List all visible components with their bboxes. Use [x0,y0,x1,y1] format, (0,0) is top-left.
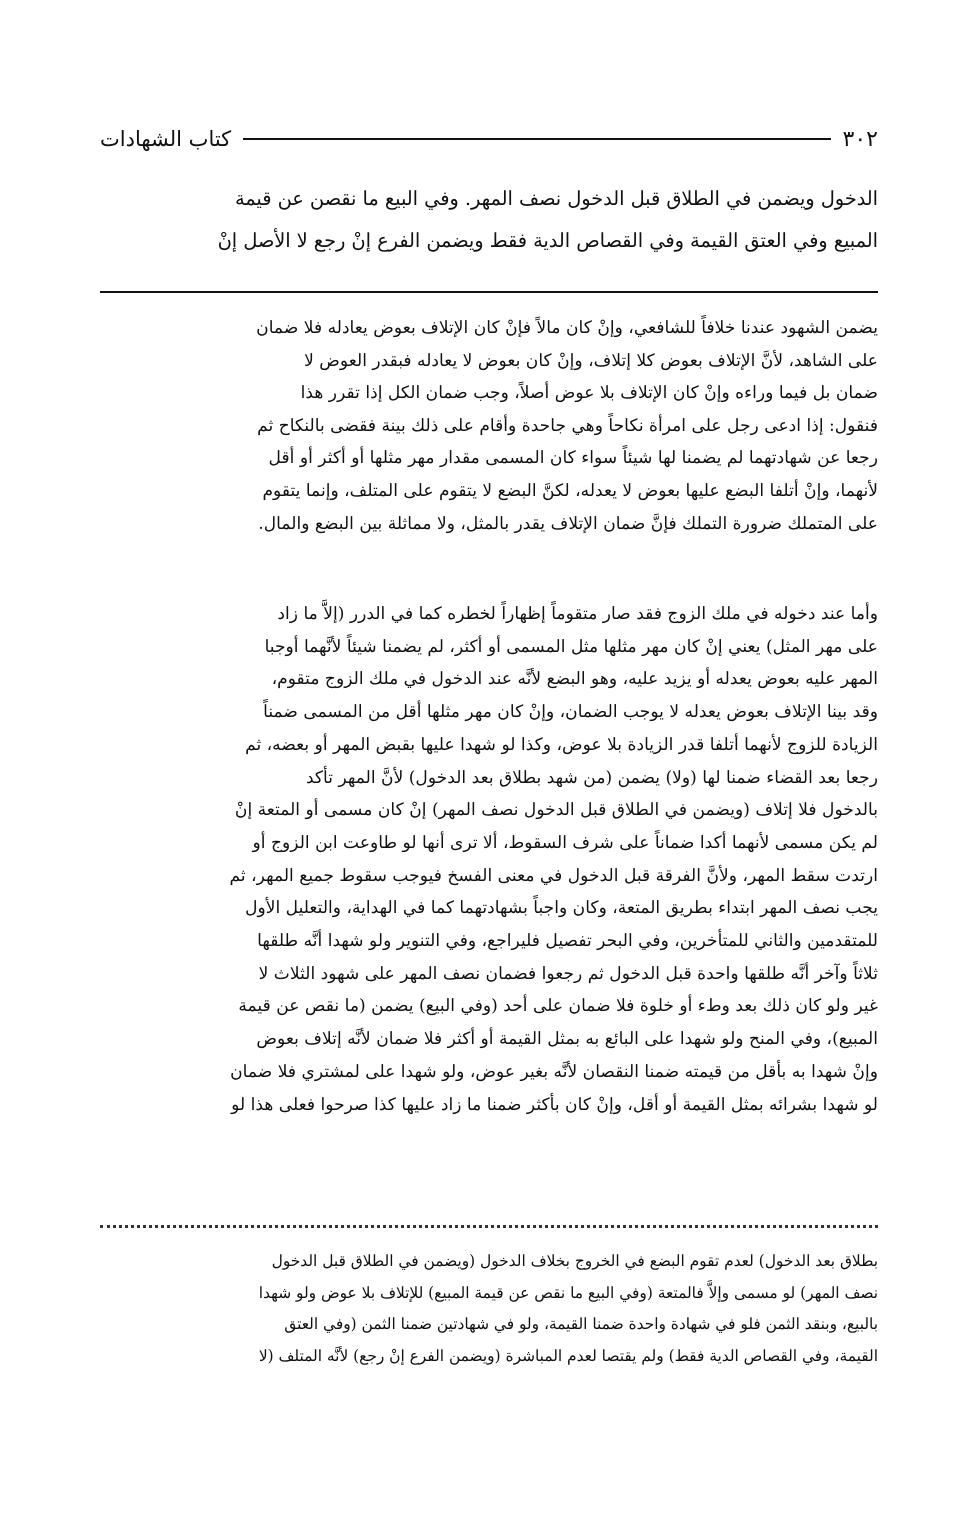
text-line: لأنهما، وإنْ أتلفا البضع عليها بعوض لا يعدله، لكنَّ البضع لا يتقوم على المتلف، وإنما يتقوم [262,480,878,501]
page-number: ٣٠٢ [842,126,878,152]
header-rule [243,138,830,140]
matn-divider [100,291,878,293]
text-line: يضمن الشهود عندنا خلافاً للشافعي، وإنْ كان مالاً فإنْ كان الإتلاف بعوض يعادله فلا ضمان [256,318,878,338]
commentary-paragraph-2 [100,598,878,1121]
text-line: وأما عند دخوله في ملك الزوج فقد صار متقوماً إظهاراً لخطره كما في الدرر (إلاَّ ما زاد [277,604,878,624]
text-line: المبيع وفي العتق القيمة وفي القصاص الدية فقط ويضمن الفرع إنْ رجع لا الأصل إنْ [217,229,878,252]
commentary-paragraph-1 [100,312,878,540]
footnote-dotted-divider [100,1225,878,1228]
running-header [100,122,878,156]
text-line: لم يكن مسمى لأنهما أكدا ضماناً على شرف السقوط، ألا ترى أنها لو طاوعت ابن الزوج أو [252,832,878,853]
text-line: وقد بينا الإتلاف بعوض يعدله لا يوجب الضمان، وإنْ كان مهر مثلها أقل من المسمى ضمناً [263,702,878,723]
text-line: الدخول ويضمن في الطلاق قبل الدخول نصف المهر. وفي البيع ما نقصن عن قيمة [234,187,878,210]
text-line: على مهر المثل) يعني إنْ كان مهر مثلها مثل المسمى أو أكثر، لم يضمنا شيئاً لأنَّهما أوجبا [264,636,878,657]
text-line: لو شهدا بشرائه بمثل القيمة أو أقل، وإنْ كان بأكثر ضمنا ما زاد عليها كذا صرحوا فعلى هذا لو [231,1094,878,1115]
text-line: للمتقدمين والثاني للمتأخرين، وفي البحر تفصيل فليراجع، وفي التنوير ولو شهدا أنَّه طلقها [257,931,878,952]
text-line: بطلاق بعد الدخول) لعدم تقوم البضع في الخروج بخلاف الدخول (ويضمن في الطلاق قبل الدخول [271,1252,878,1270]
text-line: ارتدت سقط المهر، ولأنَّ الفرقة قبل الدخول في معنى الفسخ فيوجب سقوط جميع المهر، ثم [229,865,878,886]
text-line: بالبيع، وبنقد الثمن فلو في شهادة واحدة ضمنا القيمة، ولو في شهادتين ضمنا الثمن (وفي العتق [284,1315,878,1333]
text-line: رجعا عن شهادتهما لم يضمنا لها شيئاً سواء كان المسمى مقدار مهر مثلها أو أكثر أو أقل [268,448,878,469]
text-line: يجب نصف المهر ابتداء بطريق المتعة، وكان واجباً بشهادتهما كما في الهداية، والتعليل الأول [245,898,878,919]
text-line: على المتملك ضرورة التملك فإنَّ ضمان الإتلاف يقدر بالمثل، ولا مماثلة بين البضع والمال. [258,513,878,534]
text-line: نصف المهر) لو مسمى وإلاَّ فالمتعة (وفي البيع ما نقص عن قيمة المبيع) للإتلاف بلا عوض ولو شهدا [258,1283,878,1302]
text-line: رجعا بعد القضاء ضمنا لها (ولا) يضمن (من شهد بطلاق بعد الدخول) لأنَّ المهر تأكد [305,767,878,788]
text-line: ثلاثاً وآخر أنَّه طلقها واحدة قبل الدخول ثم رجعوا فضمان نصف المهر على شهود الثلاث لا [258,963,878,984]
marginal-gloss [100,1246,878,1372]
text-line: فنقول: إذا ادعى رجل على امرأة نكاحاً وهي جاحدة وأقام على ذلك بينة فقضى بالنكاح ثم [257,415,878,436]
text-line: المبيع)، وفي المنح ولو شهدا على البائع به بمثل القيمة أو أكثر فلا ضمان لأنَّه إتلاف بعوض [256,1029,878,1050]
text-line: الزيادة للزوج لأنهما أتلفا قدر الزيادة بلا عوض، وكذا لو شهدا عليها بقبض المهر أو بعضه، ثم [245,734,878,755]
text-line: غير ولو كان ذلك بعد وطء أو خلوة فلا ضمان على أحد (وفي البيع) يضمن (ما نقص عن قيمة [238,996,878,1017]
text-line: بالدخول فلا إتلاف (ويضمن في الطلاق قبل الدخول نصف المهر) إنْ كان مسمى أو المتعة إنْ [234,800,878,821]
matn-text [100,178,878,262]
text-line: على الشاهد، لأنَّ الإتلاف بعوض كلا إتلاف، وإنْ كان بعوض لا يعادله فبقدر العوض لا [304,350,878,371]
text-line: ضمان بل فيما وراءه وإنْ كان الإتلاف بلا عوض أصلاً، وجب ضمان الكل إذا تقرر هذا [300,383,878,404]
running-title: كتاب الشهادات [100,127,232,151]
text-line: المهر عليه بعوض يعدله أو يزيد عليه، وهو البضع لأنَّه عند الدخول في ملك الزوج متقوم، [271,669,878,690]
text-line: القيمة، وفي القصاص الدية فقط) ولم يقتصا لعدم المباشرة (ويضمن الفرع إنْ رجع) لأنَّه المتلف (لا [258,1346,878,1365]
text-line: وإنْ شهدا به بأقل من قيمته ضمنا النقصان لأنَّه بغير عوض، ولو شهدا على لمشتري فلا ضمان [230,1061,878,1082]
